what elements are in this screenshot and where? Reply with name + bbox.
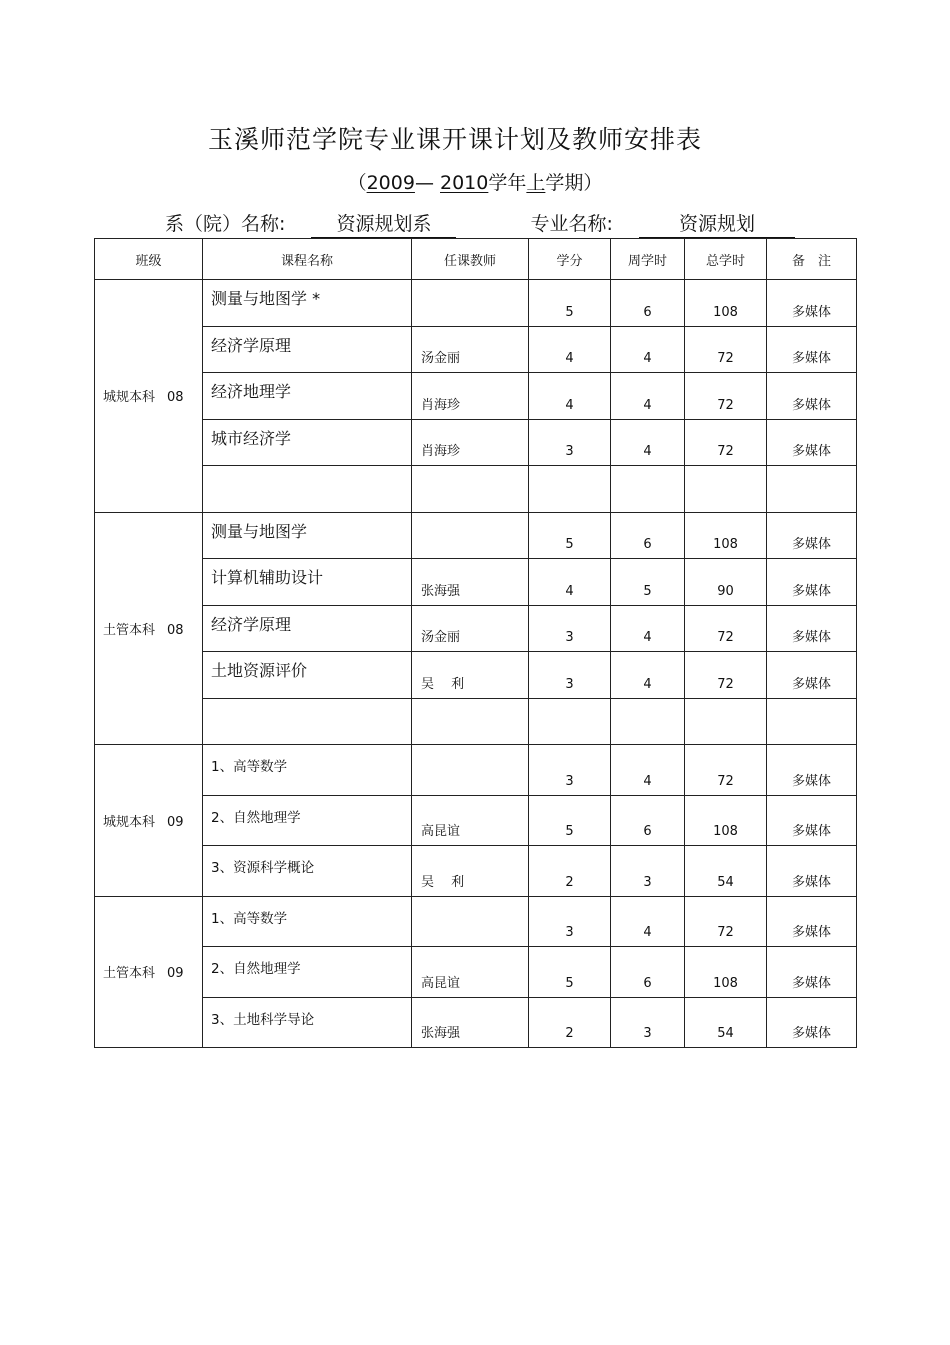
document-title: 玉溪师范学院专业课开课计划及教师安排表 bbox=[207, 125, 702, 154]
class-name: 城规本科 bbox=[103, 814, 156, 830]
total-hours-cell bbox=[685, 466, 767, 513]
table-row bbox=[95, 326, 857, 373]
total-hours-cell: 72 bbox=[685, 652, 767, 699]
total-hours-cell: 108 bbox=[685, 795, 767, 846]
credit-cell: 3 bbox=[529, 896, 611, 947]
table-row bbox=[95, 466, 857, 513]
credit-cell: 5 bbox=[529, 947, 611, 998]
header-teacher: 任课教师 bbox=[412, 239, 529, 280]
credit-cell bbox=[529, 698, 611, 745]
class-number: 09 bbox=[167, 966, 184, 982]
weekly-hours-cell: 4 bbox=[611, 896, 685, 947]
header-class: 班级 bbox=[95, 239, 203, 280]
course-cell bbox=[203, 466, 412, 513]
teacher-cell: 汤金丽 bbox=[412, 605, 529, 652]
total-hours-cell: 72 bbox=[685, 326, 767, 373]
total-hours-cell: 108 bbox=[685, 947, 767, 998]
total-hours-cell: 72 bbox=[685, 896, 767, 947]
weekly-hours-cell: 6 bbox=[611, 795, 685, 846]
credit-cell: 2 bbox=[529, 997, 611, 1048]
class-number: 09 bbox=[167, 814, 184, 830]
term-year-end: 2010 bbox=[440, 172, 489, 194]
class-cell bbox=[95, 745, 203, 897]
note-cell: 多媒体 bbox=[767, 947, 857, 998]
teacher-cell: 肖海珍 bbox=[412, 373, 529, 420]
class-name: 土管本科 bbox=[103, 622, 156, 638]
credit-cell: 4 bbox=[529, 326, 611, 373]
weekly-hours-cell: 4 bbox=[611, 419, 685, 466]
course-cell: 土地资源评价 bbox=[203, 652, 412, 699]
teacher-cell: 吴 利 bbox=[412, 652, 529, 699]
table-row bbox=[95, 846, 857, 897]
credit-cell bbox=[529, 466, 611, 513]
table-row bbox=[95, 652, 857, 699]
note-cell: 多媒体 bbox=[767, 559, 857, 606]
header-total-hours: 总学时 bbox=[685, 239, 767, 280]
credit-cell: 3 bbox=[529, 745, 611, 796]
credit-cell: 5 bbox=[529, 512, 611, 559]
total-hours-cell bbox=[685, 698, 767, 745]
weekly-hours-cell: 3 bbox=[611, 846, 685, 897]
course-cell: 测量与地图学 * bbox=[203, 280, 412, 327]
weekly-hours-cell: 6 bbox=[611, 512, 685, 559]
term-dash: — bbox=[414, 172, 434, 194]
class-name: 城规本科 bbox=[103, 390, 156, 406]
weekly-hours-cell: 3 bbox=[611, 997, 685, 1048]
total-hours-cell: 108 bbox=[685, 280, 767, 327]
course-cell: 计算机辅助设计 bbox=[203, 559, 412, 606]
total-hours-cell: 54 bbox=[685, 846, 767, 897]
weekly-hours-cell: 4 bbox=[611, 652, 685, 699]
note-cell: 多媒体 bbox=[767, 373, 857, 420]
note-cell: 多媒体 bbox=[767, 605, 857, 652]
weekly-hours-cell: 4 bbox=[611, 326, 685, 373]
weekly-hours-cell: 6 bbox=[611, 947, 685, 998]
table-row bbox=[95, 896, 857, 947]
credit-cell: 3 bbox=[529, 652, 611, 699]
course-cell: 经济地理学 bbox=[203, 373, 412, 420]
teacher-cell bbox=[412, 698, 529, 745]
table-row bbox=[95, 559, 857, 606]
teacher-cell: 吴 利 bbox=[412, 846, 529, 897]
note-cell: 多媒体 bbox=[767, 997, 857, 1048]
class-name: 土管本科 bbox=[103, 966, 156, 982]
header-credit: 学分 bbox=[529, 239, 611, 280]
course-cell: 2、自然地理学 bbox=[203, 947, 412, 998]
total-hours-cell: 72 bbox=[685, 745, 767, 796]
department-label: 系（院）名称: bbox=[165, 213, 286, 235]
note-cell: 多媒体 bbox=[767, 326, 857, 373]
header-row bbox=[95, 239, 857, 280]
credit-cell: 4 bbox=[529, 559, 611, 606]
major-label: 专业名称: bbox=[530, 213, 613, 235]
header-note: 备 注 bbox=[767, 239, 857, 280]
note-cell: 多媒体 bbox=[767, 795, 857, 846]
note-cell: 多媒体 bbox=[767, 419, 857, 466]
note-cell: 多媒体 bbox=[767, 652, 857, 699]
class-cell bbox=[95, 280, 203, 513]
course-cell bbox=[203, 698, 412, 745]
total-hours-cell: 54 bbox=[685, 997, 767, 1048]
major-value: 资源规划 bbox=[639, 209, 795, 238]
credit-cell: 3 bbox=[529, 605, 611, 652]
weekly-hours-cell: 4 bbox=[611, 745, 685, 796]
weekly-hours-cell bbox=[611, 698, 685, 745]
course-cell: 3、土地科学导论 bbox=[203, 997, 412, 1048]
table-row bbox=[95, 947, 857, 998]
teacher-cell: 张海强 bbox=[412, 559, 529, 606]
teacher-cell bbox=[412, 512, 529, 559]
credit-cell: 3 bbox=[529, 419, 611, 466]
teacher-cell: 高昆谊 bbox=[412, 795, 529, 846]
table-row bbox=[95, 280, 857, 327]
course-plan-table bbox=[94, 238, 857, 1048]
term-half: 上 bbox=[526, 172, 546, 194]
table-row bbox=[95, 997, 857, 1048]
note-cell bbox=[767, 698, 857, 745]
course-cell: 3、资源科学概论 bbox=[203, 846, 412, 897]
table-row bbox=[95, 745, 857, 796]
course-cell: 经济学原理 bbox=[203, 326, 412, 373]
total-hours-cell: 72 bbox=[685, 605, 767, 652]
course-cell: 城市经济学 bbox=[203, 419, 412, 466]
table-row bbox=[95, 795, 857, 846]
total-hours-cell: 108 bbox=[685, 512, 767, 559]
total-hours-cell: 72 bbox=[685, 373, 767, 420]
department-line bbox=[165, 209, 795, 238]
table-row bbox=[95, 698, 857, 745]
credit-cell: 5 bbox=[529, 795, 611, 846]
note-cell: 多媒体 bbox=[767, 512, 857, 559]
term-year-start: 2009 bbox=[366, 172, 415, 194]
table-row bbox=[95, 373, 857, 420]
weekly-hours-cell: 6 bbox=[611, 280, 685, 327]
term-after-year: 学年 bbox=[488, 172, 527, 194]
course-cell: 1、高等数学 bbox=[203, 896, 412, 947]
credit-cell: 2 bbox=[529, 846, 611, 897]
table-row bbox=[95, 512, 857, 559]
teacher-cell bbox=[412, 896, 529, 947]
total-hours-cell: 90 bbox=[685, 559, 767, 606]
course-cell: 1、高等数学 bbox=[203, 745, 412, 796]
weekly-hours-cell: 4 bbox=[611, 605, 685, 652]
class-number: 08 bbox=[167, 622, 184, 638]
course-cell: 测量与地图学 bbox=[203, 512, 412, 559]
note-cell: 多媒体 bbox=[767, 280, 857, 327]
total-hours-cell: 72 bbox=[685, 419, 767, 466]
credit-cell: 5 bbox=[529, 280, 611, 327]
department-value: 资源规划系 bbox=[311, 209, 456, 238]
term-line bbox=[0, 168, 950, 195]
class-number: 08 bbox=[167, 390, 184, 406]
weekly-hours-cell bbox=[611, 466, 685, 513]
teacher-cell: 汤金丽 bbox=[412, 326, 529, 373]
header-course: 课程名称 bbox=[203, 239, 412, 280]
teacher-cell: 高昆谊 bbox=[412, 947, 529, 998]
term-open-paren: （ bbox=[347, 172, 367, 194]
class-cell bbox=[95, 512, 203, 745]
weekly-hours-cell: 5 bbox=[611, 559, 685, 606]
term-semester: 学期） bbox=[545, 172, 603, 194]
credit-cell: 4 bbox=[529, 373, 611, 420]
course-cell: 经济学原理 bbox=[203, 605, 412, 652]
class-cell bbox=[95, 896, 203, 1048]
note-cell: 多媒体 bbox=[767, 896, 857, 947]
teacher-cell: 张海强 bbox=[412, 997, 529, 1048]
table-row bbox=[95, 605, 857, 652]
note-cell bbox=[767, 466, 857, 513]
teacher-cell: 肖海珍 bbox=[412, 419, 529, 466]
weekly-hours-cell: 4 bbox=[611, 373, 685, 420]
note-cell: 多媒体 bbox=[767, 846, 857, 897]
note-cell: 多媒体 bbox=[767, 745, 857, 796]
teacher-cell bbox=[412, 466, 529, 513]
teacher-cell bbox=[412, 745, 529, 796]
header-weekly-hours: 周学时 bbox=[611, 239, 685, 280]
table-row bbox=[95, 419, 857, 466]
course-cell: 2、自然地理学 bbox=[203, 795, 412, 846]
table-body bbox=[95, 280, 857, 1048]
teacher-cell bbox=[412, 280, 529, 327]
